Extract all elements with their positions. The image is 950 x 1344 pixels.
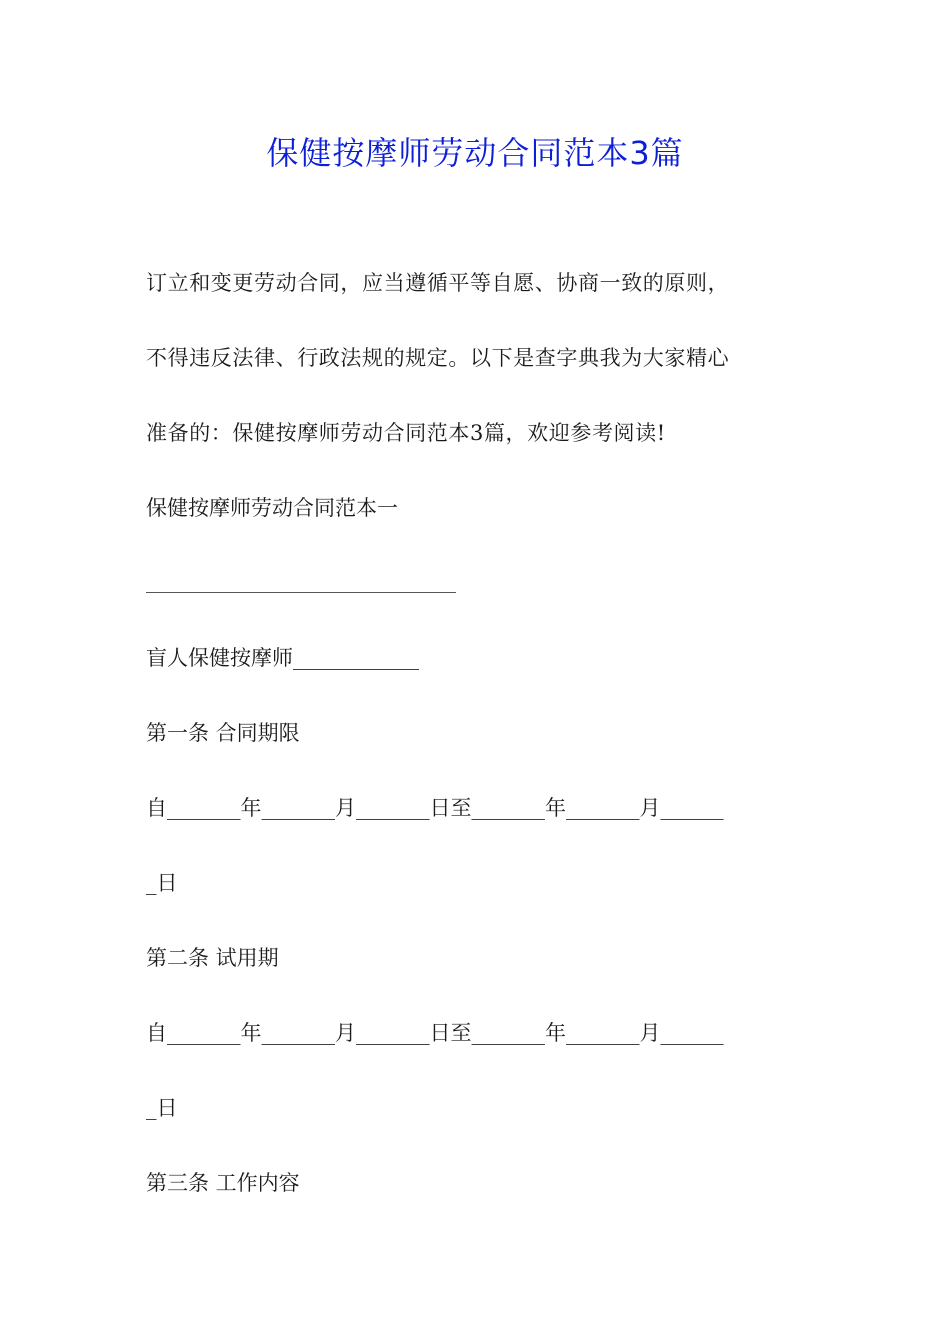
party-line: 盲人保健按摩师____________ [146,646,419,670]
article-3-heading: 第三条 工作内容 [146,1171,300,1195]
document-title: 保健按摩师劳动合同范本3篇 [266,134,684,172]
section-heading: 保健按摩师劳动合同范本一 [146,496,398,520]
article-2-heading: 第二条 试用期 [146,946,279,970]
article-1-dates: 自_______年_______月_______日至_______年_______月______ [146,796,724,820]
intro-line-1: 订立和变更劳动合同，应当遵循平等自愿、协商一致的原则， [146,271,730,295]
article-1-dates-end: _日 [146,871,178,895]
article-2-dates-end: _日 [146,1096,178,1120]
article-1-heading: 第一条 合同期限 [146,721,300,745]
intro-line-3: 准备的：保健按摩师劳动合同范本3篇，欢迎参考阅读! [146,421,666,445]
article-2-dates: 自_______年_______月_______日至_______年_______月______ [146,1021,724,1045]
blank-signature-line [146,592,456,593]
intro-line-2: 不得违反法律、行政法规的规定。以下是查字典我为大家精心 [146,346,730,370]
